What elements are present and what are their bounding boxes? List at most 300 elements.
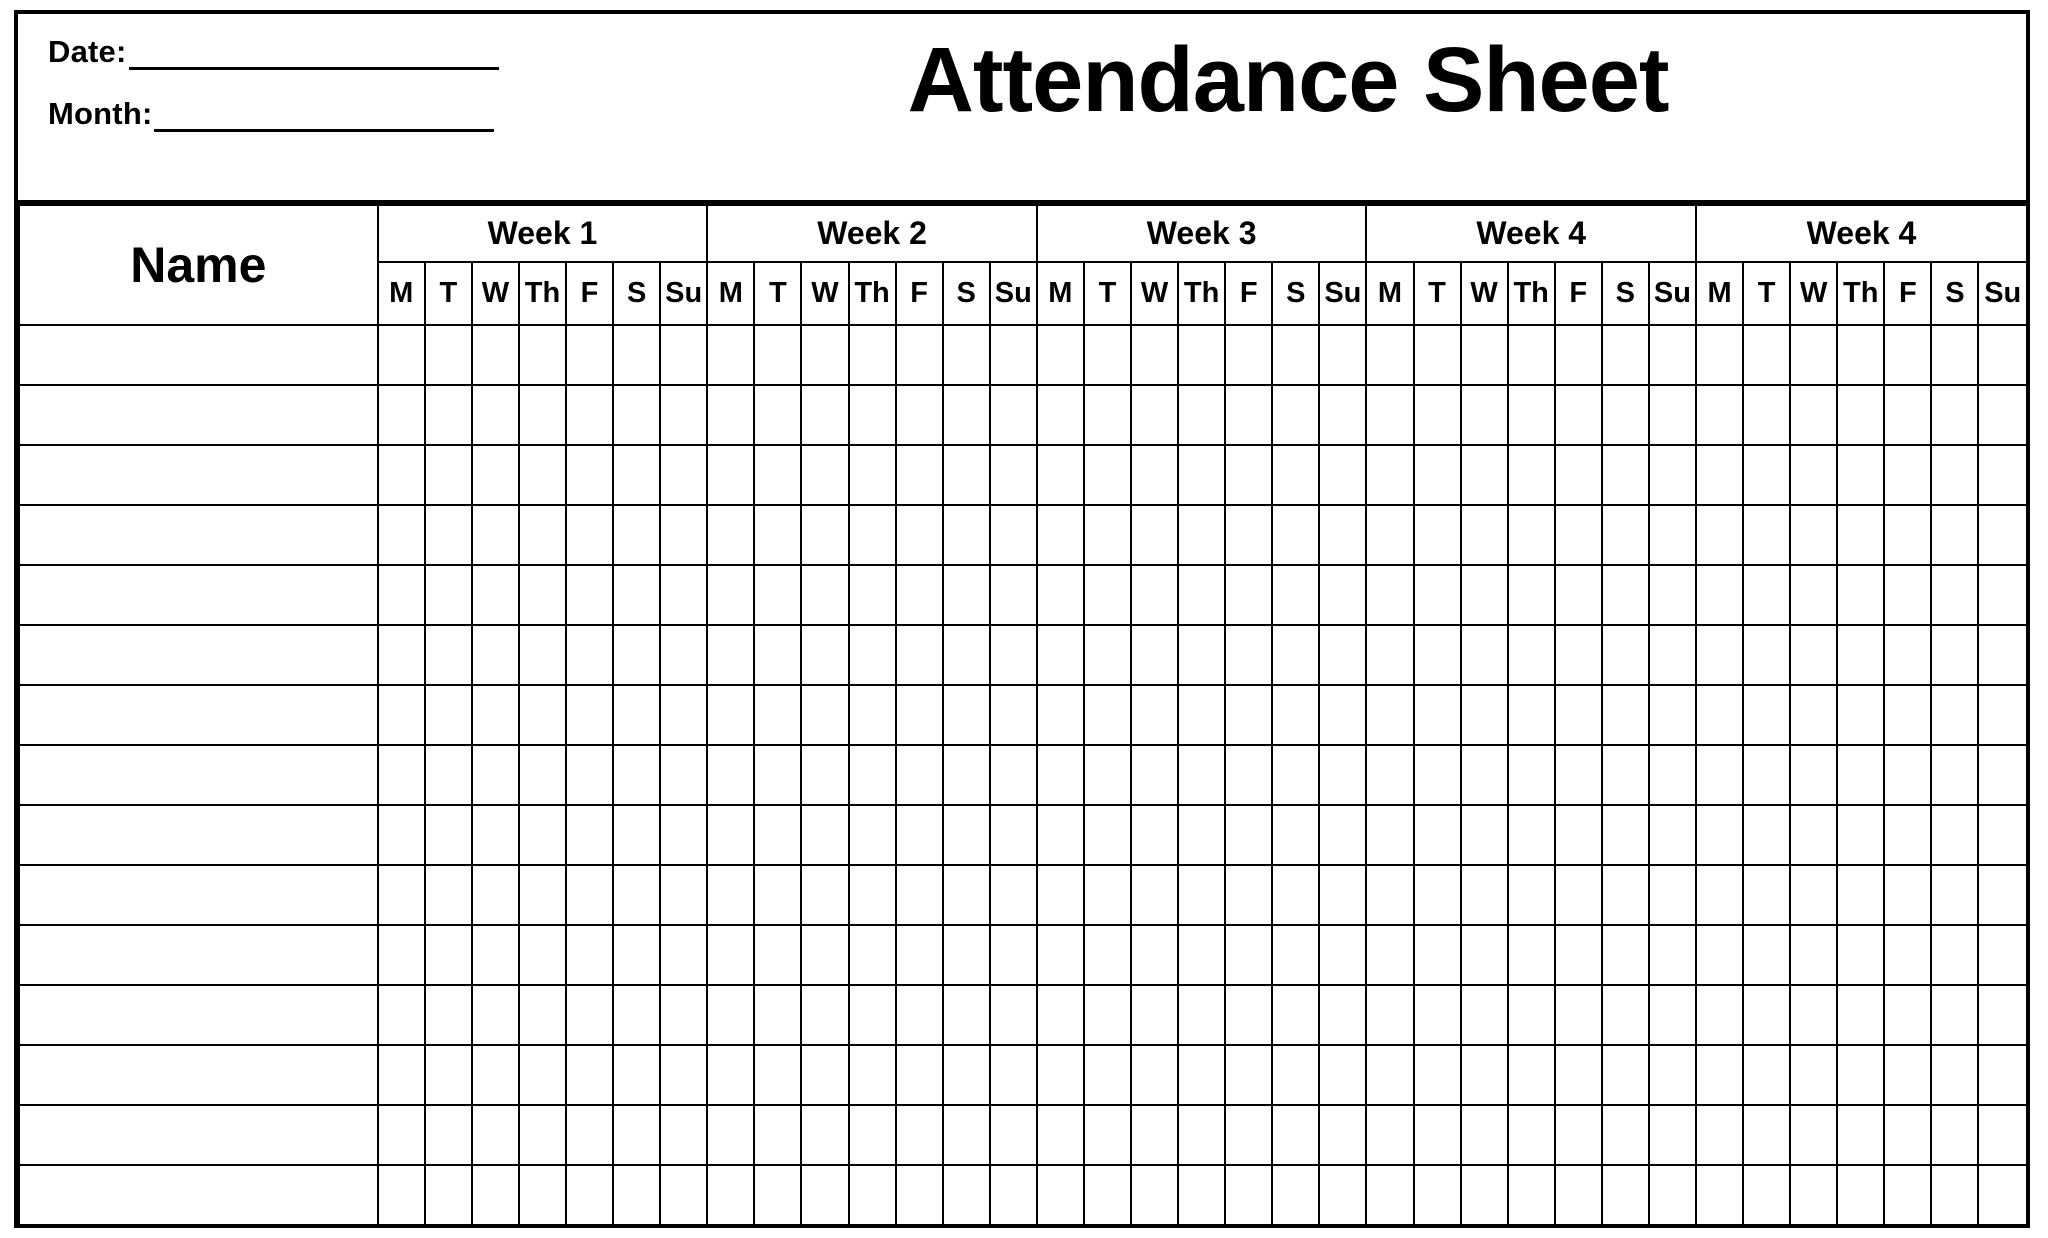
attendance-cell[interactable] — [1837, 925, 1884, 985]
attendance-cell[interactable] — [425, 565, 472, 625]
attendance-cell[interactable] — [660, 1045, 707, 1105]
attendance-cell[interactable] — [1131, 685, 1178, 745]
attendance-cell[interactable] — [1555, 565, 1602, 625]
attendance-cell[interactable] — [1037, 745, 1084, 805]
attendance-cell[interactable] — [519, 865, 566, 925]
attendance-cell[interactable] — [1790, 565, 1837, 625]
attendance-cell[interactable] — [707, 685, 754, 745]
attendance-cell[interactable] — [1319, 1165, 1366, 1225]
attendance-cell[interactable] — [896, 865, 943, 925]
attendance-cell[interactable] — [1696, 625, 1743, 685]
attendance-cell[interactable] — [1649, 1105, 1696, 1165]
attendance-cell[interactable] — [849, 745, 896, 805]
attendance-cell[interactable] — [1461, 1165, 1508, 1225]
attendance-cell[interactable] — [1131, 1165, 1178, 1225]
attendance-cell[interactable] — [801, 445, 848, 505]
attendance-cell[interactable] — [1978, 925, 2026, 985]
attendance-cell[interactable] — [1272, 385, 1319, 445]
attendance-cell[interactable] — [613, 385, 660, 445]
attendance-cell[interactable] — [425, 865, 472, 925]
attendance-cell[interactable] — [1602, 505, 1649, 565]
attendance-cell[interactable] — [801, 1165, 848, 1225]
attendance-cell[interactable] — [1225, 925, 1272, 985]
attendance-cell[interactable] — [1037, 385, 1084, 445]
attendance-cell[interactable] — [1602, 925, 1649, 985]
attendance-cell[interactable] — [1084, 325, 1131, 385]
attendance-cell[interactable] — [1649, 685, 1696, 745]
attendance-cell[interactable] — [1319, 505, 1366, 565]
attendance-cell[interactable] — [801, 685, 848, 745]
attendance-cell[interactable] — [1555, 685, 1602, 745]
attendance-cell[interactable] — [1743, 385, 1790, 445]
attendance-cell[interactable] — [1696, 865, 1743, 925]
attendance-cell[interactable] — [754, 865, 801, 925]
attendance-cell[interactable] — [1602, 865, 1649, 925]
attendance-cell[interactable] — [1037, 865, 1084, 925]
attendance-cell[interactable] — [1884, 505, 1931, 565]
attendance-cell[interactable] — [1649, 865, 1696, 925]
attendance-cell[interactable] — [1508, 565, 1555, 625]
attendance-cell[interactable] — [425, 925, 472, 985]
attendance-cell[interactable] — [801, 865, 848, 925]
attendance-cell[interactable] — [1978, 445, 2026, 505]
attendance-cell[interactable] — [1319, 805, 1366, 865]
attendance-cell[interactable] — [943, 745, 990, 805]
attendance-cell[interactable] — [1978, 1105, 2026, 1165]
attendance-cell[interactable] — [1272, 865, 1319, 925]
attendance-cell[interactable] — [472, 685, 519, 745]
attendance-cell[interactable] — [896, 565, 943, 625]
attendance-cell[interactable] — [1884, 325, 1931, 385]
attendance-cell[interactable] — [566, 385, 613, 445]
attendance-cell[interactable] — [1837, 985, 1884, 1045]
attendance-cell[interactable] — [1884, 745, 1931, 805]
attendance-cell[interactable] — [1884, 805, 1931, 865]
attendance-cell[interactable] — [707, 865, 754, 925]
attendance-cell[interactable] — [1084, 805, 1131, 865]
attendance-cell[interactable] — [1084, 385, 1131, 445]
attendance-cell[interactable] — [1790, 445, 1837, 505]
attendance-cell[interactable] — [1884, 865, 1931, 925]
attendance-cell[interactable] — [801, 925, 848, 985]
attendance-cell[interactable] — [1131, 745, 1178, 805]
attendance-cell[interactable] — [1508, 985, 1555, 1045]
attendance-cell[interactable] — [1414, 385, 1461, 445]
attendance-cell[interactable] — [1461, 805, 1508, 865]
attendance-cell[interactable] — [754, 385, 801, 445]
attendance-cell[interactable] — [519, 325, 566, 385]
attendance-cell[interactable] — [1178, 745, 1225, 805]
attendance-cell[interactable] — [1602, 685, 1649, 745]
attendance-cell[interactable] — [1225, 385, 1272, 445]
attendance-cell[interactable] — [1319, 745, 1366, 805]
attendance-cell[interactable] — [1743, 325, 1790, 385]
attendance-cell[interactable] — [1602, 1165, 1649, 1225]
attendance-cell[interactable] — [1461, 325, 1508, 385]
attendance-cell[interactable] — [425, 805, 472, 865]
attendance-cell[interactable] — [613, 685, 660, 745]
attendance-cell[interactable] — [1931, 385, 1978, 445]
attendance-cell[interactable] — [896, 505, 943, 565]
attendance-cell[interactable] — [1884, 1105, 1931, 1165]
attendance-cell[interactable] — [1743, 985, 1790, 1045]
attendance-cell[interactable] — [849, 805, 896, 865]
attendance-cell[interactable] — [1743, 745, 1790, 805]
attendance-cell[interactable] — [378, 625, 425, 685]
attendance-cell[interactable] — [1508, 925, 1555, 985]
attendance-cell[interactable] — [1931, 325, 1978, 385]
name-cell[interactable] — [19, 1105, 378, 1165]
attendance-cell[interactable] — [1790, 385, 1837, 445]
attendance-cell[interactable] — [1178, 325, 1225, 385]
attendance-cell[interactable] — [1084, 565, 1131, 625]
attendance-cell[interactable] — [801, 1105, 848, 1165]
attendance-cell[interactable] — [1602, 745, 1649, 805]
attendance-cell[interactable] — [1931, 865, 1978, 925]
attendance-cell[interactable] — [1366, 745, 1413, 805]
attendance-cell[interactable] — [1272, 925, 1319, 985]
attendance-cell[interactable] — [1225, 685, 1272, 745]
attendance-cell[interactable] — [519, 805, 566, 865]
attendance-cell[interactable] — [1978, 565, 2026, 625]
attendance-cell[interactable] — [1272, 985, 1319, 1045]
attendance-cell[interactable] — [1602, 565, 1649, 625]
attendance-cell[interactable] — [754, 805, 801, 865]
name-cell[interactable] — [19, 805, 378, 865]
attendance-cell[interactable] — [801, 985, 848, 1045]
attendance-cell[interactable] — [1461, 685, 1508, 745]
attendance-cell[interactable] — [707, 325, 754, 385]
attendance-cell[interactable] — [472, 625, 519, 685]
attendance-cell[interactable] — [1884, 1045, 1931, 1105]
attendance-cell[interactable] — [660, 925, 707, 985]
attendance-cell[interactable] — [801, 505, 848, 565]
attendance-cell[interactable] — [1131, 1105, 1178, 1165]
attendance-cell[interactable] — [566, 865, 613, 925]
attendance-cell[interactable] — [1743, 1165, 1790, 1225]
attendance-cell[interactable] — [1837, 565, 1884, 625]
attendance-cell[interactable] — [1414, 685, 1461, 745]
attendance-cell[interactable] — [1366, 925, 1413, 985]
attendance-cell[interactable] — [660, 745, 707, 805]
attendance-cell[interactable] — [1366, 1105, 1413, 1165]
attendance-cell[interactable] — [1319, 445, 1366, 505]
attendance-cell[interactable] — [1366, 325, 1413, 385]
attendance-cell[interactable] — [943, 445, 990, 505]
attendance-cell[interactable] — [990, 1165, 1037, 1225]
attendance-cell[interactable] — [754, 1105, 801, 1165]
attendance-cell[interactable] — [990, 925, 1037, 985]
attendance-cell[interactable] — [1461, 445, 1508, 505]
attendance-cell[interactable] — [519, 565, 566, 625]
attendance-cell[interactable] — [754, 685, 801, 745]
name-cell[interactable] — [19, 925, 378, 985]
attendance-cell[interactable] — [990, 685, 1037, 745]
date-input-line[interactable] — [129, 41, 499, 70]
attendance-cell[interactable] — [1790, 505, 1837, 565]
attendance-cell[interactable] — [1319, 925, 1366, 985]
attendance-cell[interactable] — [1414, 1105, 1461, 1165]
attendance-cell[interactable] — [849, 445, 896, 505]
attendance-cell[interactable] — [1178, 445, 1225, 505]
attendance-cell[interactable] — [1790, 805, 1837, 865]
attendance-cell[interactable] — [1790, 625, 1837, 685]
attendance-cell[interactable] — [1837, 1105, 1884, 1165]
attendance-cell[interactable] — [1225, 1045, 1272, 1105]
attendance-cell[interactable] — [519, 1045, 566, 1105]
attendance-cell[interactable] — [1084, 625, 1131, 685]
attendance-cell[interactable] — [613, 925, 660, 985]
attendance-cell[interactable] — [1837, 1045, 1884, 1105]
attendance-cell[interactable] — [1225, 505, 1272, 565]
attendance-cell[interactable] — [1131, 445, 1178, 505]
attendance-cell[interactable] — [801, 565, 848, 625]
attendance-cell[interactable] — [378, 685, 425, 745]
attendance-cell[interactable] — [1461, 625, 1508, 685]
attendance-cell[interactable] — [1414, 865, 1461, 925]
attendance-cell[interactable] — [990, 445, 1037, 505]
attendance-cell[interactable] — [1790, 325, 1837, 385]
attendance-cell[interactable] — [1178, 685, 1225, 745]
attendance-cell[interactable] — [1649, 985, 1696, 1045]
name-cell[interactable] — [19, 985, 378, 1045]
attendance-cell[interactable] — [1931, 685, 1978, 745]
attendance-cell[interactable] — [1884, 1165, 1931, 1225]
attendance-cell[interactable] — [519, 985, 566, 1045]
attendance-cell[interactable] — [1272, 1045, 1319, 1105]
attendance-cell[interactable] — [1884, 925, 1931, 985]
attendance-cell[interactable] — [1084, 1165, 1131, 1225]
attendance-cell[interactable] — [1790, 865, 1837, 925]
attendance-cell[interactable] — [378, 505, 425, 565]
attendance-cell[interactable] — [1414, 625, 1461, 685]
attendance-cell[interactable] — [896, 925, 943, 985]
attendance-cell[interactable] — [1366, 865, 1413, 925]
attendance-cell[interactable] — [754, 745, 801, 805]
attendance-cell[interactable] — [1178, 925, 1225, 985]
attendance-cell[interactable] — [1084, 745, 1131, 805]
attendance-cell[interactable] — [1084, 505, 1131, 565]
attendance-cell[interactable] — [1555, 925, 1602, 985]
attendance-cell[interactable] — [1649, 385, 1696, 445]
attendance-cell[interactable] — [1037, 325, 1084, 385]
attendance-cell[interactable] — [943, 685, 990, 745]
attendance-cell[interactable] — [1743, 445, 1790, 505]
attendance-cell[interactable] — [1508, 1045, 1555, 1105]
attendance-cell[interactable] — [1555, 745, 1602, 805]
attendance-cell[interactable] — [754, 325, 801, 385]
attendance-cell[interactable] — [1696, 385, 1743, 445]
attendance-cell[interactable] — [1602, 1105, 1649, 1165]
attendance-cell[interactable] — [425, 325, 472, 385]
attendance-cell[interactable] — [1649, 565, 1696, 625]
attendance-cell[interactable] — [990, 565, 1037, 625]
attendance-cell[interactable] — [1178, 505, 1225, 565]
attendance-cell[interactable] — [1131, 985, 1178, 1045]
attendance-cell[interactable] — [1837, 325, 1884, 385]
attendance-cell[interactable] — [519, 1165, 566, 1225]
attendance-cell[interactable] — [1884, 385, 1931, 445]
attendance-cell[interactable] — [1790, 685, 1837, 745]
attendance-cell[interactable] — [990, 625, 1037, 685]
attendance-cell[interactable] — [1225, 1105, 1272, 1165]
attendance-cell[interactable] — [1414, 565, 1461, 625]
name-cell[interactable] — [19, 625, 378, 685]
attendance-cell[interactable] — [1272, 505, 1319, 565]
attendance-cell[interactable] — [1555, 625, 1602, 685]
attendance-cell[interactable] — [1649, 325, 1696, 385]
attendance-cell[interactable] — [849, 985, 896, 1045]
attendance-cell[interactable] — [378, 1045, 425, 1105]
attendance-cell[interactable] — [1837, 865, 1884, 925]
attendance-cell[interactable] — [849, 685, 896, 745]
attendance-cell[interactable] — [1131, 325, 1178, 385]
attendance-cell[interactable] — [1743, 925, 1790, 985]
attendance-cell[interactable] — [1131, 865, 1178, 925]
name-cell[interactable] — [19, 1165, 378, 1225]
attendance-cell[interactable] — [1743, 1045, 1790, 1105]
attendance-cell[interactable] — [1225, 565, 1272, 625]
attendance-cell[interactable] — [1225, 805, 1272, 865]
attendance-cell[interactable] — [1743, 625, 1790, 685]
attendance-cell[interactable] — [1931, 625, 1978, 685]
attendance-cell[interactable] — [707, 805, 754, 865]
attendance-cell[interactable] — [1931, 1105, 1978, 1165]
attendance-cell[interactable] — [943, 1165, 990, 1225]
name-cell[interactable] — [19, 505, 378, 565]
attendance-cell[interactable] — [990, 1045, 1037, 1105]
attendance-cell[interactable] — [707, 1105, 754, 1165]
attendance-cell[interactable] — [1649, 625, 1696, 685]
attendance-cell[interactable] — [1555, 445, 1602, 505]
attendance-cell[interactable] — [1602, 985, 1649, 1045]
attendance-cell[interactable] — [566, 805, 613, 865]
attendance-cell[interactable] — [1272, 445, 1319, 505]
attendance-cell[interactable] — [472, 745, 519, 805]
attendance-cell[interactable] — [1037, 445, 1084, 505]
attendance-cell[interactable] — [1790, 1105, 1837, 1165]
attendance-cell[interactable] — [660, 985, 707, 1045]
attendance-cell[interactable] — [1696, 1165, 1743, 1225]
attendance-cell[interactable] — [707, 745, 754, 805]
attendance-cell[interactable] — [1743, 805, 1790, 865]
attendance-cell[interactable] — [896, 985, 943, 1045]
attendance-cell[interactable] — [707, 505, 754, 565]
attendance-cell[interactable] — [566, 1165, 613, 1225]
attendance-cell[interactable] — [613, 1165, 660, 1225]
attendance-cell[interactable] — [943, 325, 990, 385]
attendance-cell[interactable] — [1602, 805, 1649, 865]
attendance-cell[interactable] — [1555, 1045, 1602, 1105]
attendance-cell[interactable] — [1319, 985, 1366, 1045]
attendance-cell[interactable] — [849, 925, 896, 985]
attendance-cell[interactable] — [1649, 1045, 1696, 1105]
attendance-cell[interactable] — [1319, 625, 1366, 685]
attendance-cell[interactable] — [1414, 1045, 1461, 1105]
attendance-cell[interactable] — [472, 1165, 519, 1225]
attendance-cell[interactable] — [943, 625, 990, 685]
attendance-cell[interactable] — [990, 985, 1037, 1045]
attendance-cell[interactable] — [1319, 1045, 1366, 1105]
attendance-cell[interactable] — [1319, 385, 1366, 445]
attendance-cell[interactable] — [1696, 1045, 1743, 1105]
attendance-cell[interactable] — [378, 565, 425, 625]
attendance-cell[interactable] — [1366, 565, 1413, 625]
attendance-cell[interactable] — [990, 1105, 1037, 1165]
attendance-cell[interactable] — [425, 505, 472, 565]
attendance-cell[interactable] — [1931, 985, 1978, 1045]
attendance-cell[interactable] — [1461, 865, 1508, 925]
attendance-cell[interactable] — [849, 565, 896, 625]
attendance-cell[interactable] — [1743, 1105, 1790, 1165]
attendance-cell[interactable] — [1837, 685, 1884, 745]
attendance-cell[interactable] — [1790, 745, 1837, 805]
attendance-cell[interactable] — [1178, 1105, 1225, 1165]
attendance-cell[interactable] — [1037, 1165, 1084, 1225]
attendance-cell[interactable] — [1414, 445, 1461, 505]
attendance-cell[interactable] — [943, 565, 990, 625]
attendance-cell[interactable] — [943, 985, 990, 1045]
attendance-cell[interactable] — [1602, 445, 1649, 505]
attendance-cell[interactable] — [1508, 325, 1555, 385]
attendance-cell[interactable] — [1508, 625, 1555, 685]
attendance-cell[interactable] — [613, 805, 660, 865]
attendance-cell[interactable] — [707, 625, 754, 685]
name-cell[interactable] — [19, 865, 378, 925]
attendance-cell[interactable] — [1414, 325, 1461, 385]
attendance-cell[interactable] — [1319, 565, 1366, 625]
attendance-cell[interactable] — [1131, 565, 1178, 625]
name-cell[interactable] — [19, 445, 378, 505]
attendance-cell[interactable] — [1790, 1165, 1837, 1225]
attendance-cell[interactable] — [801, 745, 848, 805]
attendance-cell[interactable] — [1037, 1045, 1084, 1105]
attendance-cell[interactable] — [990, 505, 1037, 565]
attendance-cell[interactable] — [519, 685, 566, 745]
attendance-cell[interactable] — [425, 625, 472, 685]
attendance-cell[interactable] — [754, 565, 801, 625]
attendance-cell[interactable] — [1037, 805, 1084, 865]
attendance-cell[interactable] — [378, 1165, 425, 1225]
attendance-cell[interactable] — [1743, 865, 1790, 925]
attendance-cell[interactable] — [472, 865, 519, 925]
attendance-cell[interactable] — [990, 805, 1037, 865]
attendance-cell[interactable] — [1225, 625, 1272, 685]
attendance-cell[interactable] — [707, 565, 754, 625]
attendance-cell[interactable] — [378, 1105, 425, 1165]
attendance-cell[interactable] — [1414, 745, 1461, 805]
attendance-cell[interactable] — [1555, 805, 1602, 865]
attendance-cell[interactable] — [660, 1105, 707, 1165]
attendance-cell[interactable] — [1978, 325, 2026, 385]
attendance-cell[interactable] — [1884, 625, 1931, 685]
attendance-cell[interactable] — [896, 325, 943, 385]
attendance-cell[interactable] — [1649, 1165, 1696, 1225]
attendance-cell[interactable] — [754, 985, 801, 1045]
attendance-cell[interactable] — [707, 985, 754, 1045]
attendance-cell[interactable] — [613, 1105, 660, 1165]
attendance-cell[interactable] — [613, 985, 660, 1045]
attendance-cell[interactable] — [378, 385, 425, 445]
attendance-cell[interactable] — [849, 1165, 896, 1225]
attendance-cell[interactable] — [1790, 985, 1837, 1045]
attendance-cell[interactable] — [1931, 745, 1978, 805]
attendance-cell[interactable] — [1602, 1045, 1649, 1105]
attendance-cell[interactable] — [849, 385, 896, 445]
attendance-cell[interactable] — [1178, 1165, 1225, 1225]
attendance-cell[interactable] — [801, 625, 848, 685]
attendance-cell[interactable] — [1272, 1165, 1319, 1225]
